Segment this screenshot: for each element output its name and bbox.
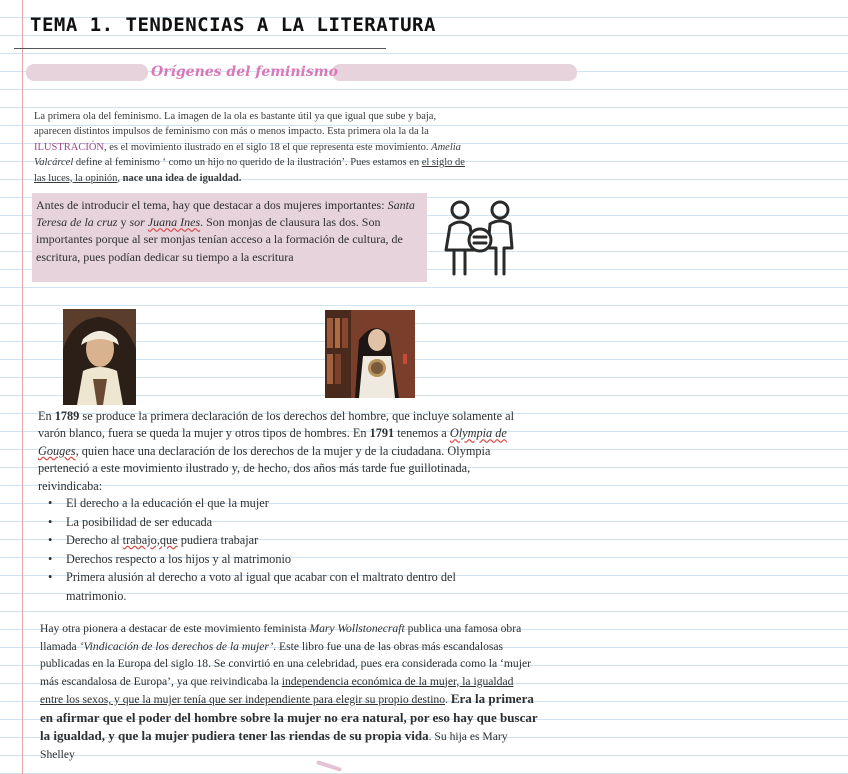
obra-title: ‘Vindicación de los derechos de la mujer’ bbox=[79, 639, 274, 653]
year-1791: 1791 bbox=[369, 426, 395, 441]
gender-equality-icon bbox=[438, 198, 522, 278]
monjas-paragraph: Antes de introducir el tema, hay que destacar a dos mujeres importantes: Santa Teresa de la cruz y sor Juana Ines. Son monjas de clausura las dos. Son importantes porque al ser monjas tenían acceso a la formación de cultura, de escritura, pues podían dedicar su tiempo a la escritura bbox=[36, 198, 415, 264]
ilustracion-highlight: ILUSTRACIÓN bbox=[34, 141, 104, 153]
derechos-list bbox=[46, 494, 516, 605]
independencia-underline: independencia económica de la mujer, la igualdad entre los sexos, y que la mujer tenía que ser independiente para elegir su propio destino bbox=[40, 674, 514, 706]
luces-underline: el siglo de las luces, la opinión bbox=[34, 157, 465, 184]
sor-juana-photo bbox=[325, 310, 415, 398]
list-item: • Derecho al trabajo,que pudiera trabajar bbox=[46, 531, 516, 550]
title-underline bbox=[14, 48, 386, 49]
declaracion-paragraph: En 1789 se produce la primera declaración de los derechos del hombre, que incluye solamente al varón blanco, fuera se queda la mujer y otros tipos de hombres. En 1791 tenemos a Olympia de Gouges, quien hace una declaración de los derechos de la mujer y de la ciudadana. Olympia perteneció a este movimiento ilustrado y, de hecho, dos años más tarde fue guillotinada, reivindicaba: bbox=[38, 409, 514, 493]
juana-ines-name: Juana Ines bbox=[147, 215, 201, 230]
mary-name: Mary Wollstonecraft bbox=[309, 622, 405, 635]
section-banner-right bbox=[332, 64, 577, 81]
notebook-margin-line bbox=[22, 0, 23, 774]
santa-teresa-name: Santa Teresa de la cruz bbox=[36, 198, 415, 230]
santa-teresa-photo bbox=[63, 309, 136, 405]
amelia-name: Amelia Valcárcel bbox=[34, 141, 461, 169]
list-item: • Derechos respecto a los hijos y al matrimonio bbox=[46, 550, 516, 569]
wollstonecraft-paragraph: Hay otra pionera a destacar de este movimiento feminista Mary Wollstonecraft publica una famosa obra llamada ‘Vindicación de los derechos de la mujer’. Este libro fue una de las obras más escandalosas publicadas en la Europa del siglo 18. Se convirtió en una celebridad, pues era considerada como la ‘mujer más escandalosa de Europa’, ya que reivindicaba la independencia económica de la mujer, la igualdad entre los sexos, y que la mujer tenía que ser independiente para elegir su propio destino. Era la primera en afirmar que el poder del hombre sobre la mujer no era natural, por eso hay que buscar la igualdad, y que la mujer pudiera tener las riendas de su propia vida. Su hija es Mary Shelley bbox=[40, 622, 538, 761]
year-1789: 1789 bbox=[54, 409, 80, 423]
afirmacion-bold: Era la primera en afirmar que el poder del hombre sobre la mujer no era natural, por eso hay que buscar la igualdad, y que la mujer pudiera tener las riendas de su propia vida bbox=[40, 691, 538, 743]
list-item: • Primera alusión al derecho a voto al igual que acabar con el maltrato dentro del matrimonio. bbox=[46, 568, 516, 605]
section-title: Orígenes del feminismo bbox=[151, 64, 338, 80]
igualdad-bold: nace una idea de igualdad. bbox=[122, 172, 242, 184]
intro-paragraph: La primera ola del feminismo. La imagen de la ola es bastante útil ya que igual que sube y baja, aparecen distintos impulsos de feminismo con más o menos impacto. Esta primera ola la da la ILUSTRACIÓN, es el movimiento ilustrado en el siglo 18 el que representa este movimiento. Amelia Valcárcel define al feminismo ‘ como un hijo no querido de la ilustración’. Pues estamos en el siglo de las luces, la opinión, nace una idea de igualdad. bbox=[34, 111, 465, 184]
page-title: TEMA 1. TENDENCIAS A LA LITERATURA bbox=[30, 14, 436, 36]
section-banner-left bbox=[26, 64, 148, 81]
olympia-name: Olympia de Gouges bbox=[38, 426, 507, 458]
list-item: • El derecho a la educación el que la mujer bbox=[46, 494, 516, 513]
list-item: • La posibilidad de ser educada bbox=[46, 513, 516, 532]
